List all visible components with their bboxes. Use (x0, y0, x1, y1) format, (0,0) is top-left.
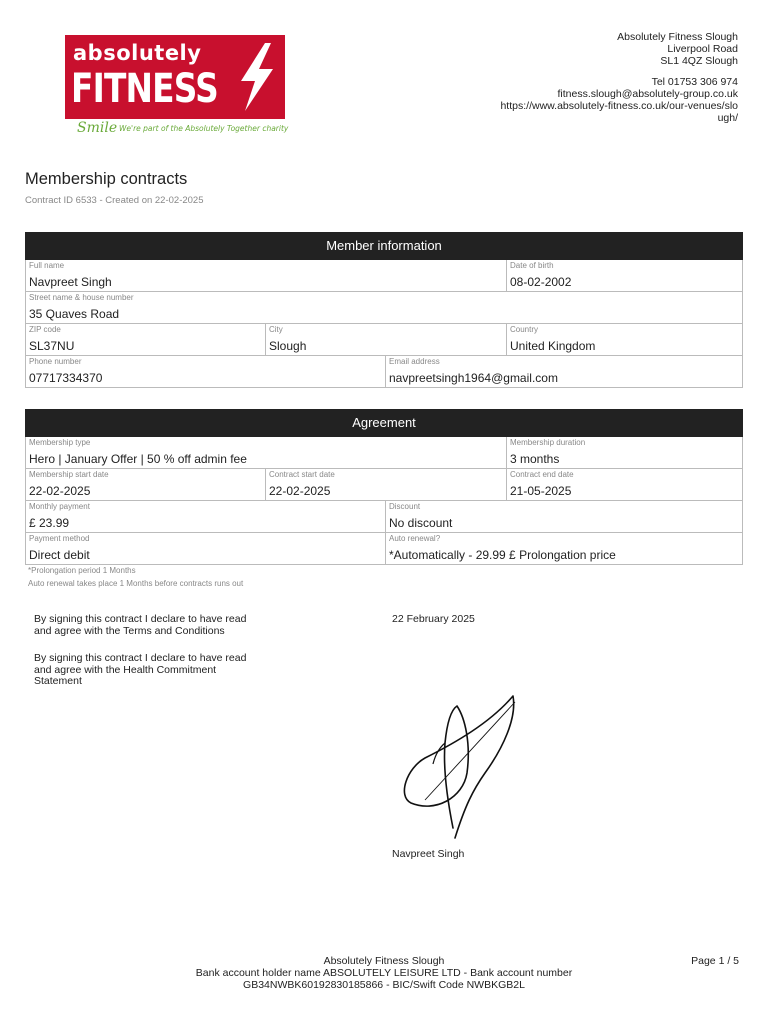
monthly-payment-value: £ 23.99 (29, 516, 70, 530)
country-label: Country (510, 325, 539, 334)
footer-company: Absolutely Fitness Slough (323, 955, 445, 967)
logo-charity-tagline: We're part of the Absolutely Together charity (119, 124, 289, 133)
membership-type-label: Membership type (29, 438, 91, 447)
email-label: Email address (389, 357, 440, 366)
payment-method-label: Payment method (29, 534, 90, 543)
country-field (506, 324, 743, 356)
company-name: Absolutely Fitness Slough (617, 31, 738, 43)
discount-field (385, 501, 743, 533)
document-title: Membership contracts (25, 170, 188, 188)
company-street: Liverpool Road (667, 43, 738, 55)
logo-smile: Smile (77, 120, 118, 136)
signer-name: Navpreet Singh (392, 848, 465, 860)
auto-renewal-field (385, 533, 743, 565)
prolongation-note: *Prolongation period 1 Months (28, 566, 136, 575)
discount-value: No discount (389, 516, 453, 530)
member-row-3 (25, 324, 743, 356)
street-value: 35 Quaves Road (29, 307, 120, 321)
membership-duration-value: 3 months (510, 452, 560, 466)
dob-field (506, 260, 743, 292)
signing-date: 22 February 2025 (392, 613, 475, 625)
full-name-field (25, 260, 506, 292)
street-field (25, 292, 743, 324)
membership-duration-label: Membership duration (510, 438, 586, 447)
company-email[interactable]: fitness.slough@absolutely-group.co.uk (557, 88, 738, 100)
dob-value: 08-02-2002 (510, 275, 572, 289)
company-address (498, 31, 738, 124)
payment-method-field (25, 533, 385, 565)
agreement-row-1 (25, 437, 743, 469)
auto-renewal-value: *Automatically - 29.99 £ Prolongation price (389, 548, 616, 562)
membership-start-label: Membership start date (29, 470, 109, 479)
auto-renewal-label: Auto renewal? (389, 534, 441, 543)
footer (150, 955, 618, 991)
logo-word-absolutely: absolutely (73, 41, 202, 65)
company-tel: Tel 01753 306 974 (651, 76, 738, 88)
full-name-value: Navpreet Singh (29, 275, 112, 289)
monthly-payment-field (25, 501, 385, 533)
zip-value: SL37NU (29, 339, 75, 353)
contract-end-field (506, 469, 743, 501)
membership-start-value: 22-02-2025 (29, 484, 91, 498)
contract-end-label: Contract end date (510, 470, 574, 479)
agreement-row-4 (25, 533, 743, 565)
contract-start-value: 22-02-2025 (269, 484, 331, 498)
company-postcode: SL1 4QZ Slough (660, 55, 738, 67)
page-number: Page 1 / 5 (691, 955, 739, 967)
logo-red-box (65, 35, 285, 119)
email-value: navpreetsingh1964@gmail.com (389, 371, 558, 385)
agreement-header: Agreement (25, 409, 743, 437)
phone-value: 07717334370 (29, 371, 103, 385)
auto-renewal-note: Auto renewal takes place 1 Months before contracts runs out (28, 579, 244, 588)
zip-label: ZIP code (29, 325, 61, 334)
terms-declaration: By signing this contract I declare to have read and agree with the Terms and Conditions (34, 613, 247, 637)
phone-field (25, 356, 385, 388)
city-field (265, 324, 506, 356)
country-value: United Kingdom (510, 339, 596, 353)
contract-start-label: Contract start date (269, 470, 335, 479)
phone-label: Phone number (29, 357, 82, 366)
payment-method-value: Direct debit (29, 548, 90, 562)
street-label: Street name & house number (29, 293, 134, 302)
dob-label: Date of birth (510, 261, 554, 270)
member-info-header: Member information (25, 232, 743, 260)
company-logo (65, 35, 289, 139)
member-row-1 (25, 260, 743, 292)
footer-bank-details: Bank account holder name ABSOLUTELY LEISURE LTD - Bank account number GB34NWBK60192830185866 - BIC/Swift Code NWBKGB2L (195, 967, 573, 991)
agreement-row-3 (25, 501, 743, 533)
logo-word-fitness: FITNESS (71, 66, 218, 112)
zip-field (25, 324, 265, 356)
lightning-bolt-icon (231, 41, 281, 113)
email-field (385, 356, 743, 388)
membership-start-field (25, 469, 265, 501)
handwritten-signature (395, 688, 525, 848)
city-label: City (269, 325, 283, 334)
full-name-label: Full name (29, 261, 65, 270)
membership-duration-field (506, 437, 743, 469)
company-website[interactable]: https://www.absolutely-fitness.co.uk/our-venues/slough/ (500, 100, 738, 124)
discount-label: Discount (389, 502, 421, 511)
member-row-2 (25, 292, 743, 324)
contract-end-value: 21-05-2025 (510, 484, 572, 498)
monthly-payment-label: Monthly payment (29, 502, 90, 511)
agreement-row-2 (25, 469, 743, 501)
membership-type-field (25, 437, 506, 469)
city-value: Slough (269, 339, 307, 353)
membership-type-value: Hero | January Offer | 50 % off admin fee (29, 452, 247, 466)
contract-start-field (265, 469, 506, 501)
member-row-4 (25, 356, 743, 388)
document-subtitle: Contract ID 6533 - Created on 22-02-2025 (25, 195, 204, 206)
health-declaration: By signing this contract I declare to have read and agree with the Health Commitment Statement (34, 652, 247, 687)
